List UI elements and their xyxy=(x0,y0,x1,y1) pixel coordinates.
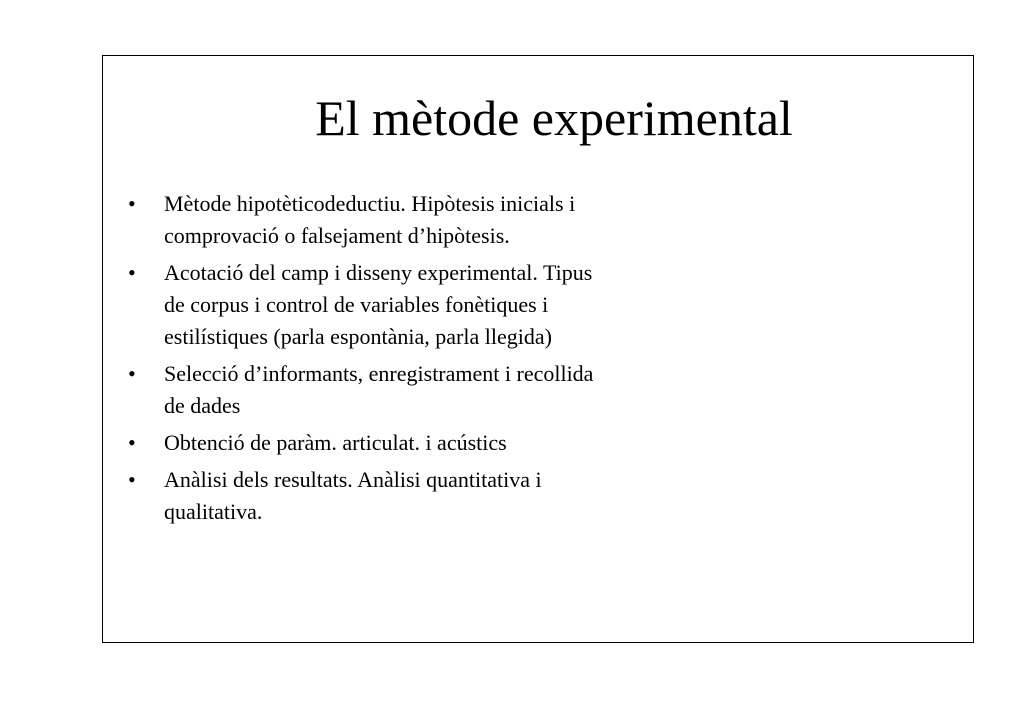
bullet-dot-icon: • xyxy=(128,191,136,216)
bullet-text: Mètode hipotèticodeductiu. Hipòtesis inicials i comprovació o falsejament d’hipòtesis. xyxy=(164,191,576,248)
bullet-dot-icon: • xyxy=(128,430,136,455)
bullet-item xyxy=(128,188,598,252)
bullet-item xyxy=(128,464,598,528)
bullet-dot-icon: • xyxy=(128,361,136,386)
slide-frame xyxy=(102,55,974,643)
bullet-item xyxy=(128,358,598,422)
bullet-dot-icon: • xyxy=(128,260,136,285)
bullet-text: Anàlisi dels resultats. Anàlisi quantitativa i qualitativa. xyxy=(164,467,542,524)
slide-title: El mètode experimental xyxy=(315,90,793,146)
bullet-text: Acotació del camp i disseny experimental. Tipus de corpus i control de variables fonètiques i estilístiques (parla espontània, parla llegida) xyxy=(164,260,593,349)
bullet-item xyxy=(128,257,598,353)
bullet-item xyxy=(128,427,598,459)
bullet-dot-icon: • xyxy=(128,467,136,492)
bullet-list xyxy=(128,188,598,533)
bullet-text: Obtenció de paràm. articulat. i acústics xyxy=(164,430,507,455)
bullet-text: Selecció d’informants, enregistrament i recollida de dades xyxy=(164,361,594,418)
